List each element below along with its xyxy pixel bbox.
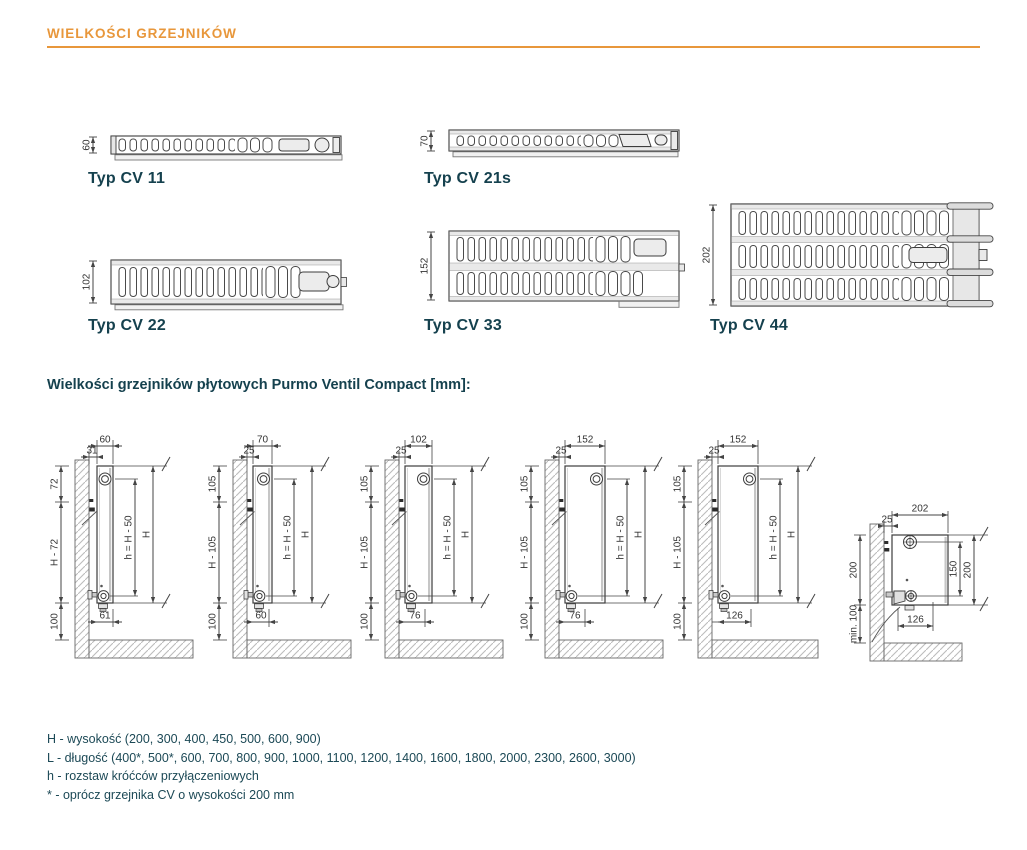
dim-label: H - 105 [359, 536, 371, 569]
dim-label: 25 [243, 445, 255, 457]
dim-label: H - 105 [519, 536, 531, 569]
dim-label: 152 [729, 434, 747, 446]
dim-label: 105 [672, 475, 684, 493]
dim-label: 60 [255, 610, 267, 622]
dim-label: H [460, 530, 472, 539]
cross-section-cv11 [43, 426, 207, 698]
dim-label: 100 [207, 613, 219, 630]
section-heading: Wielkości grzejników płytowych Purmo Ventil Compact [mm]: [47, 377, 471, 393]
dim-label: H - 72 [49, 538, 61, 567]
dim-label: 100 [672, 613, 684, 630]
dim-label: 100 [359, 613, 371, 630]
radiator-top-view-cv22 [83, 256, 345, 314]
dim-label: H [141, 530, 153, 539]
dim-label: h = H - 50 [123, 515, 135, 560]
dim-label: 126 [726, 610, 743, 622]
radiator-top-view-cv33 [421, 226, 683, 312]
dim-label: 105 [519, 475, 531, 493]
dim-label: 200 [962, 561, 974, 579]
dim-label: 105 [207, 475, 219, 493]
radiator-top-view-cv21s [421, 128, 683, 164]
dim-label: 31 [86, 445, 98, 457]
type-label-cv22: Typ CV 22 [88, 317, 166, 334]
dim-label: 61 [99, 610, 111, 622]
cross-section-cv33 [513, 426, 677, 698]
dim-label: 152 [419, 257, 431, 275]
dim-label: 150 [948, 560, 960, 578]
dim-label: 25 [555, 445, 567, 457]
dim-label: 202 [911, 503, 929, 515]
type-label-cv11: Typ CV 11 [88, 170, 166, 187]
legend [47, 730, 636, 804]
dim-label: 25 [708, 445, 720, 457]
radiator-top-view-cv11 [83, 134, 345, 168]
legend-line-height: H - wysokość (200, 300, 400, 450, 500, 600, 900) [47, 732, 321, 746]
legend-line-footnote: * - oprócz grzejnika CV o wysokości 200 mm [47, 787, 295, 802]
dim-label: H [633, 530, 645, 539]
dim-label: 200 [848, 561, 860, 579]
radiator-top-view-cv44 [701, 200, 1001, 315]
type-label-cv21s: Typ CV 21s [424, 170, 512, 187]
dim-label: h = H - 50 [768, 515, 780, 560]
dim-label: H [300, 530, 312, 539]
dim-label: 76 [409, 610, 421, 622]
dim-label: 70 [419, 135, 431, 147]
legend-line-spacing: h - rozstaw króćców przyłączeniowych [47, 769, 259, 783]
cross-section-cv21s [201, 426, 365, 698]
dim-label: 202 [701, 246, 713, 264]
dim-label: h = H - 50 [442, 515, 454, 560]
legend-line-length: L - długość (400*, 500*, 600, 700, 800, 900, 1000, 1100, 1200, 1400, 1600, 1800, 2000, 2300, 2600, 3000) [47, 750, 636, 765]
dim-label: 126 [907, 614, 924, 626]
cross-section-cv44 [666, 426, 840, 698]
dim-label: 72 [49, 478, 61, 490]
title-underline [47, 46, 980, 48]
dim-label: 152 [576, 434, 594, 446]
dim-label: H - 105 [207, 536, 219, 569]
dim-label: h = H - 50 [282, 515, 294, 560]
cross-section-cv22 [353, 426, 517, 698]
dim-label: h = H - 50 [615, 515, 627, 560]
dim-label: H [786, 530, 798, 539]
dim-label: 76 [569, 610, 581, 622]
page-title: WIELKOŚCI GRZEJNIKÓW [47, 26, 237, 41]
dim-label: min. 100 [848, 604, 860, 644]
dim-label: 60 [99, 434, 111, 446]
dim-label: 102 [81, 273, 93, 291]
dim-label: 100 [49, 613, 61, 630]
dim-label: 102 [410, 434, 427, 446]
dim-label: 70 [256, 434, 269, 446]
type-label-cv33: Typ CV 33 [424, 317, 502, 334]
type-label-cv44: Typ CV 44 [710, 317, 788, 334]
corner-diagram-low-radiator [842, 468, 1002, 666]
dim-label: 105 [359, 475, 371, 493]
dim-label: H - 105 [672, 536, 684, 569]
dim-label: 25 [395, 445, 407, 457]
dim-label: 100 [519, 613, 531, 630]
dim-label: 25 [881, 514, 893, 526]
dim-label: 60 [81, 139, 93, 151]
